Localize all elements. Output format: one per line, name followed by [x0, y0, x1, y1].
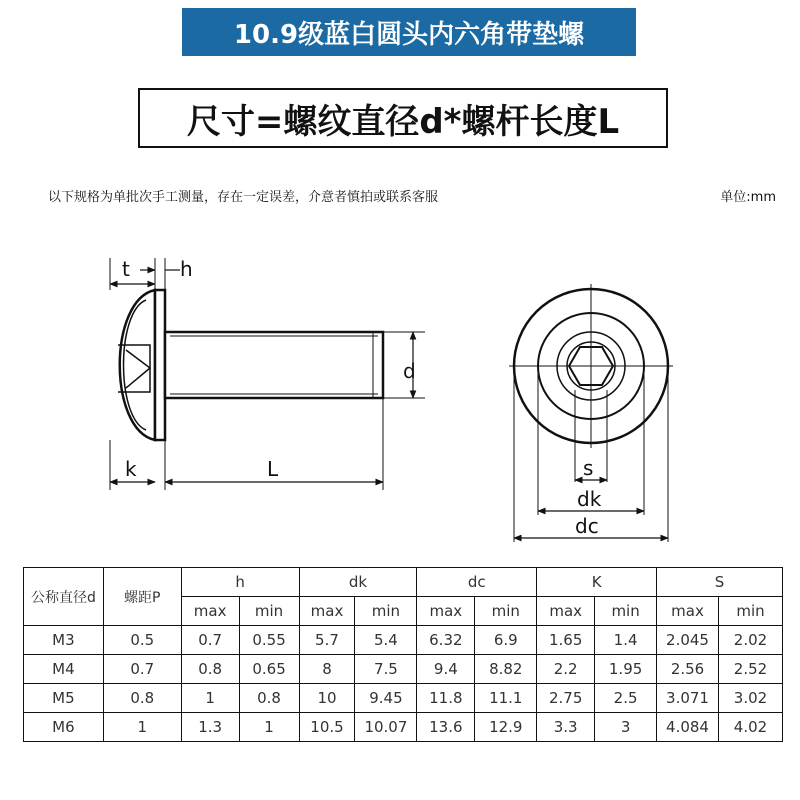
table-row: [24, 684, 783, 713]
table-cell: 0.5: [103, 626, 181, 655]
label-d: d: [403, 359, 416, 383]
unit-label: 单位:mm: [720, 190, 776, 205]
table-cell: 10.07: [355, 713, 417, 742]
label-dk: dk: [577, 487, 602, 511]
table-cell: 4.084: [657, 713, 719, 742]
label-k: k: [125, 457, 137, 481]
subheader-max: max: [181, 597, 239, 626]
subheader-max: max: [417, 597, 475, 626]
subheader-min: min: [595, 597, 657, 626]
table-cell: 2.2: [537, 655, 595, 684]
header-nominal: 公称直径d: [24, 568, 104, 626]
table-cell: 3.02: [718, 684, 782, 713]
table-cell: M4: [24, 655, 104, 684]
table-cell: 2.75: [537, 684, 595, 713]
table-cell: 10: [299, 684, 355, 713]
table-cell: 0.8: [181, 655, 239, 684]
screw-side-view: [110, 258, 425, 490]
table-row: [24, 626, 783, 655]
label-h: h: [180, 257, 193, 281]
table-cell: 9.4: [417, 655, 475, 684]
table-cell: 2.52: [718, 655, 782, 684]
subheader-min: min: [239, 597, 299, 626]
table-row: [24, 713, 783, 742]
subheader-min: min: [718, 597, 782, 626]
table-cell: 8.82: [475, 655, 537, 684]
header-group: K: [537, 568, 657, 597]
table-cell: 11.8: [417, 684, 475, 713]
table-cell: 1: [239, 713, 299, 742]
table-cell: 0.7: [103, 655, 181, 684]
table-cell: 8: [299, 655, 355, 684]
subheader-min: min: [355, 597, 417, 626]
table-cell: 2.56: [657, 655, 719, 684]
table-cell: 10.5: [299, 713, 355, 742]
table-cell: M5: [24, 684, 104, 713]
table-cell: 1.3: [181, 713, 239, 742]
table-cell: M3: [24, 626, 104, 655]
table-cell: 5.7: [299, 626, 355, 655]
table-cell: 12.9: [475, 713, 537, 742]
header-pitch: 螺距P: [103, 568, 181, 626]
table-cell: 6.32: [417, 626, 475, 655]
label-dc: dc: [575, 514, 599, 538]
header-group: dk: [299, 568, 417, 597]
table-cell: 5.4: [355, 626, 417, 655]
table-cell: 11.1: [475, 684, 537, 713]
screw-shank: [165, 332, 383, 398]
size-formula: 尺寸=螺纹直径d*螺杆长度L: [186, 101, 620, 142]
table-cell: 0.65: [239, 655, 299, 684]
screw-flange: [155, 290, 165, 440]
table-cell: 4.02: [718, 713, 782, 742]
table-cell: 0.7: [181, 626, 239, 655]
table-cell: 1.95: [595, 655, 657, 684]
table-cell: 0.8: [239, 684, 299, 713]
table-cell: 6.9: [475, 626, 537, 655]
spec-table: [23, 567, 783, 742]
measurement-note: 以下规格为单批次手工测量，存在一定误差，介意者慎拍或联系客服: [48, 190, 439, 205]
subheader-max: max: [657, 597, 719, 626]
table-cell: 9.45: [355, 684, 417, 713]
table-cell: 0.55: [239, 626, 299, 655]
table-cell: 3: [595, 713, 657, 742]
table-cell: 2.02: [718, 626, 782, 655]
table-cell: 1: [181, 684, 239, 713]
label-s: s: [583, 456, 594, 480]
label-t: t: [122, 257, 130, 281]
table-cell: 1.4: [595, 626, 657, 655]
table-row: [24, 655, 783, 684]
header-group: h: [181, 568, 299, 597]
table-cell: 2.5: [595, 684, 657, 713]
header-group: S: [657, 568, 783, 597]
table-cell: 3.3: [537, 713, 595, 742]
subheader-max: max: [299, 597, 355, 626]
table-cell: 3.071: [657, 684, 719, 713]
table-cell: 1: [103, 713, 181, 742]
table-cell: M6: [24, 713, 104, 742]
header-group: dc: [417, 568, 537, 597]
table-cell: 1.65: [537, 626, 595, 655]
table-cell: 7.5: [355, 655, 417, 684]
table-cell: 0.8: [103, 684, 181, 713]
subheader-max: max: [537, 597, 595, 626]
page-title: 10.9级蓝白圆头内六角带垫螺: [233, 19, 585, 50]
label-L: L: [267, 457, 279, 481]
table-cell: 2.045: [657, 626, 719, 655]
table-header-row: [24, 568, 783, 597]
subheader-min: min: [475, 597, 537, 626]
table-cell: 13.6: [417, 713, 475, 742]
